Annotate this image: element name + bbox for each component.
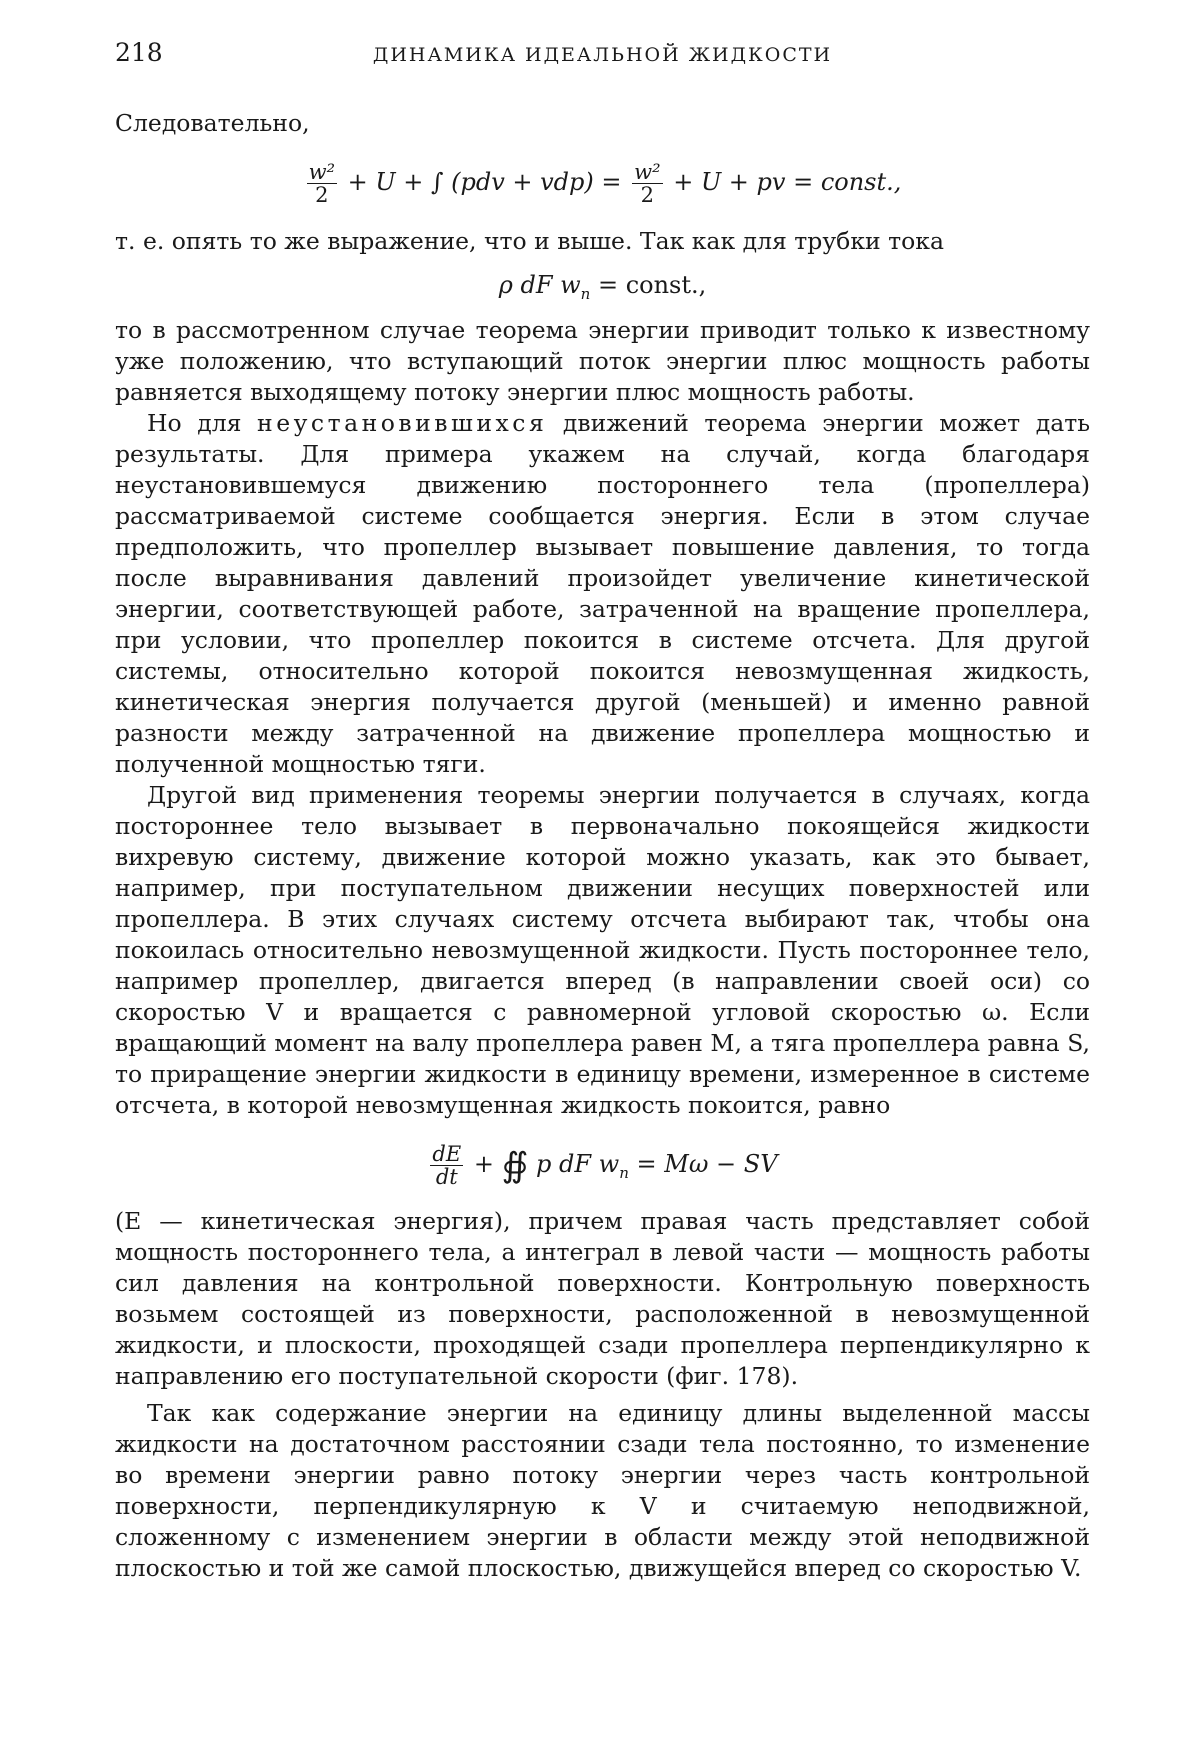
equation-continuity: ρ dF $w_n$ = const., [498,271,707,303]
paragraph-energy-flow: Так как содержание энергии на единицу длины выделенной массы жидкости на достаточном расстоянии сзади тела постоянно, то изменение во времени энергии равно потоку энергии через часть контрольной поверхности, перпендикулярную к V и считаемую неподвижной, сложенному с изменением энергии в области между этой неподвижной плоскостью и той же самой плоскостью, движущейся вперед со скоростью V. [115,1398,1090,1582]
equation-middle: + U + ∫ (pdv + vdp) = [347,168,622,197]
page-header [115,38,1090,78]
equation-energy-increase: $\frac{dE}{dt}$ + ∯ p dF $w_n = M\omega$ − SV [432,1141,778,1189]
paragraph-stream-tube: т. е. опять то же выражение, что и выше. Так как для трубки тока [115,227,944,256]
emphasized-word: неустановившихся [257,408,548,437]
equation-tail: + U + pv = const., [673,168,902,197]
paragraph-propeller: Другой вид применения теоремы энергии получается в случаях, когда постороннее тело вызывает в первоначально покоящейся жидкости вихревую систему, движение которой можно указать, как это бывает, например, при поступательном движении несущих поверхностей или пропеллера. В этих случаях систему отсчета выбирают так, чтобы она покоилась относительно невозмущенной жидкости. Пусть постороннее тело, например пропеллер, двигается вперед (в направлении своей оси) со скоростью V и вращается с равномерной угловой скоростью ω. Если вращающий момент на валу пропеллера равен M, а тяга пропеллера равна S, то приращение энергии жидкости в единицу времени, измеренное в системе отсчета, в которой невозмущенная жидкость покоится, равно [115,780,1090,1119]
fraction-w2-over-2: $\frac{\text{w²}}{2}$ [308,160,335,208]
book-page [115,38,1090,1584]
running-title: ДИНАМИКА ИДЕАЛЬНОЙ ЖИДКОСТИ [372,44,833,66]
fraction-w2-over-2-rhs: $\frac{\text{w²}}{2}$ [634,160,661,208]
paragraph-unsteady: Но для неустановившихся движений теорема энергии может дать результаты. Для примера укажем на случай, когда благодаря неустановившемуся движению постороннего тела (пропеллера) рассматриваемой системе сообщается энергия. Если в этом случае предположить, что пропеллер вызывает повышение давления, то тогда после выравнивания давлений произойдет увеличение кинетической энергии, соответствующей работе, затраченной на вращение пропеллера, при условии, что пропеллер покоится в системе отсчета. Для другой системы, относительно которой покоится невозмущенная жидкость, кинетическая энергия получается другой (меньшей) и именно равной разности между затраченной на движение пропеллера мощностью и полученной мощностью тяги. [115,408,1090,778]
intro-line: Следовательно, [115,109,310,137]
paragraph-energy-theorem: то в рассмотренном случае теорема энергии приводит только к известному уже положению, что вступающий поток энергии плюс мощность работы равняется выходящему потоку энергии плюс мощность работы. [115,315,1090,406]
equation-bernoulli [115,161,1090,206]
surface-integral-sign: ∯ [501,1145,529,1186]
paragraph-control-surface: (E — кинетическая энергия), причем правая часть представляет собой мощность постороннего тела, а интеграл в левой части — мощность работы сил давления на контрольной поверхности. Контрольную поверхность возьмем состоящей из поверхности, расположенной в невозмущенной жидкости, и плоскости, проходящей сзади пропеллера перпендикулярно к направлению его поступательной скорости (фиг. 178). [115,1206,1090,1390]
page-number: 218 [115,38,163,67]
fraction-dE-dt: $\frac{dE}{dt}$ [432,1141,462,1189]
